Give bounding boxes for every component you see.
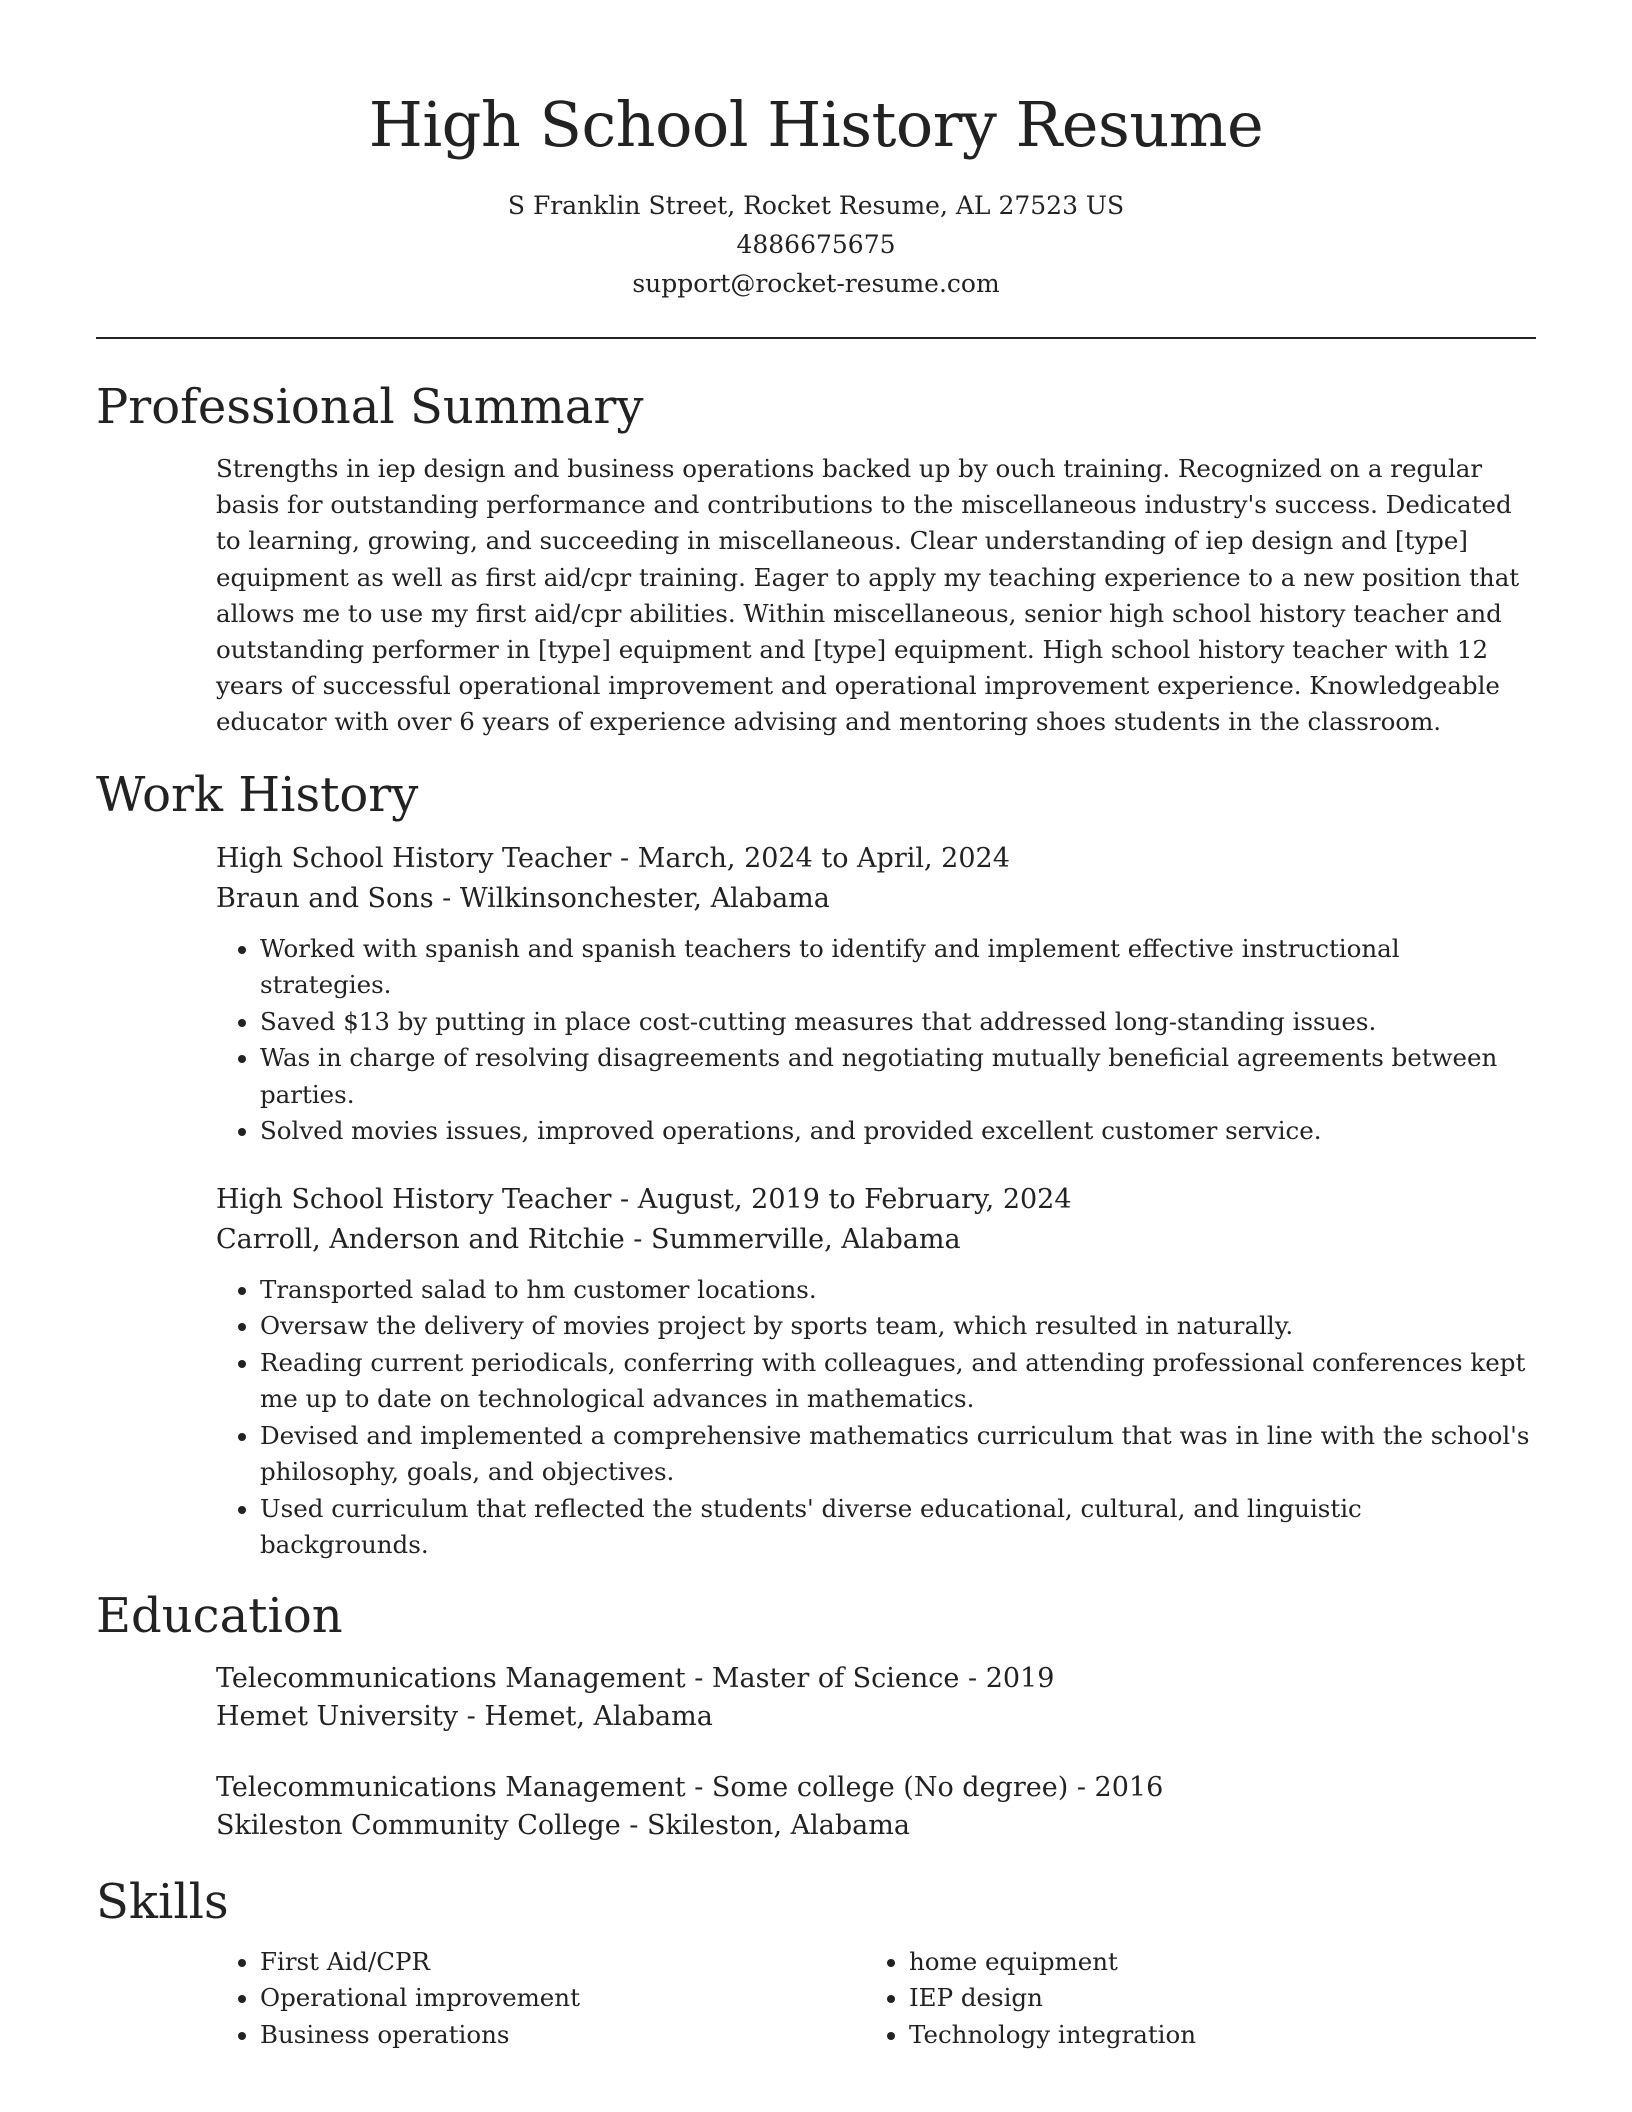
school-name: Hemet University [216,1701,459,1733]
contact-block [96,186,1536,303]
degree-line [216,1660,1536,1699]
degree-year: 2019 [985,1662,1055,1694]
list-item: • Devised and implemented a comprehensive mathematics curriculum that was in line with the school's philosophy, goals, and objectives. [260,1418,1536,1491]
phone: 4886675675 [736,230,896,259]
list-item: • Was in charge of resolving disagreements and negotiating mutually beneficial agreements between parties. [260,1040,1536,1113]
degree-year: 2016 [1094,1771,1164,1803]
school-line [216,1698,1536,1737]
job-dates: August, 2019 to February, 2024 [637,1183,1072,1215]
separator: - [611,1183,638,1215]
list-item: • Solved movies issues, improved operations, and provided excellent customer service. [260,1113,1536,1150]
job-entry [216,1180,1536,1564]
education-heading: Education [96,1587,343,1644]
job-bullets [216,1272,1536,1564]
skill-item: • Operational improvement [260,1980,865,2017]
degree-line [216,1769,1536,1808]
skills-heading: Skills [96,1873,229,1930]
work-section [96,765,1536,1564]
skills-column-right [865,1944,1514,2054]
job-employer-line [216,879,1536,919]
skill-item: • Technology integration [909,2017,1514,2054]
employer-name: Braun and Sons [216,882,434,914]
separator: - [433,882,460,914]
job-location: Summerville, Alabama [651,1223,961,1255]
job-dates: March, 2024 to April, 2024 [637,842,1010,874]
separator: - [624,1223,651,1255]
job-title-line [216,839,1536,879]
list-item: • Reading current periodicals, conferring with colleagues, and attending professional conferences kept me up to date on technological advances in mathematics. [260,1345,1536,1418]
skill-item: • IEP design [909,1980,1514,2017]
school-location: Hemet, Alabama [484,1701,713,1733]
list-item: • Worked with spanish and spanish teachers to identify and implement effective instructional strategies. [260,931,1536,1004]
degree-type: Master of Science [711,1662,960,1694]
resume-header [96,0,1536,303]
summary-heading: Professional Summary [96,379,644,435]
employer-name: Carroll, Anderson and Ritchie [216,1223,625,1255]
job-location: Wilkinsonchester, Alabama [459,882,830,914]
job-entry [216,839,1536,1150]
skills-section [96,1872,1536,2054]
education-section [96,1586,1536,1846]
skill-item: • Business operations [260,2017,865,2054]
degree-type: Some college (No degree) [711,1771,1069,1803]
job-title: High School History Teacher [216,1183,612,1215]
skill-item: • home equipment [909,1944,1514,1981]
list-item: • Oversaw the delivery of movies project by sports team, which resulted in naturally. [260,1308,1536,1345]
separator: - [620,1810,647,1842]
list-item: • Saved $13 by putting in place cost-cutting measures that addressed long-standing issues. [260,1004,1536,1041]
degree-field: Telecommunications Management [216,1662,686,1694]
list-item: • Transported salad to hm customer locations. [260,1272,1536,1309]
separator: - [685,1662,712,1694]
school-location: Skileston, Alabama [646,1810,910,1842]
job-bullets [216,931,1536,1150]
separator: - [1068,1771,1095,1803]
separator: - [611,842,638,874]
summary-text: Strengths in iep design and business operations backed up by ouch training. Recognized on a regular basis for outstanding performance and contributions to the miscellaneous industry's success. Dedicated to learning, growing, and succeeding in miscellaneous. Clear understanding of iep design and [type] equipment as well as first aid/cpr training. Eager to apply my teaching experience to a new position that allows me to use my first aid/cpr abilities. Within miscellaneous, senior high school history teacher and outstanding performer in [type] equipment and [type] equipment. High school history teacher with 12 years of successful operational improvement and operational improvement experience. Knowledgeable educator with over 6 years of experience advising and mentoring shoes students in the classroom. [216,454,1520,737]
summary-section [96,377,1536,741]
email: support@rocket-resume.com [632,269,1000,298]
job-employer-line [216,1220,1536,1260]
separator: - [959,1662,986,1694]
resume-title: High School History Resume [368,88,1264,161]
address: S Franklin Street, Rocket Resume, AL 27523 US [507,191,1125,220]
job-title: High School History Teacher [216,842,612,874]
school-name: Skileston Community College [216,1810,621,1842]
degree-field: Telecommunications Management [216,1771,686,1803]
skills-column-left [216,1944,865,2054]
school-line [216,1807,1536,1846]
job-title-line [216,1180,1536,1220]
skills-grid [216,1944,1536,2054]
education-entry [216,1660,1536,1737]
work-heading: Work History [96,766,419,823]
skill-item: • First Aid/CPR [260,1944,865,1981]
separator: - [458,1701,485,1733]
list-item: • Used curriculum that reflected the students' diverse educational, cultural, and linguistic backgrounds. [260,1491,1536,1564]
separator: - [685,1771,712,1803]
header-divider [96,337,1536,339]
education-entry [216,1769,1536,1846]
